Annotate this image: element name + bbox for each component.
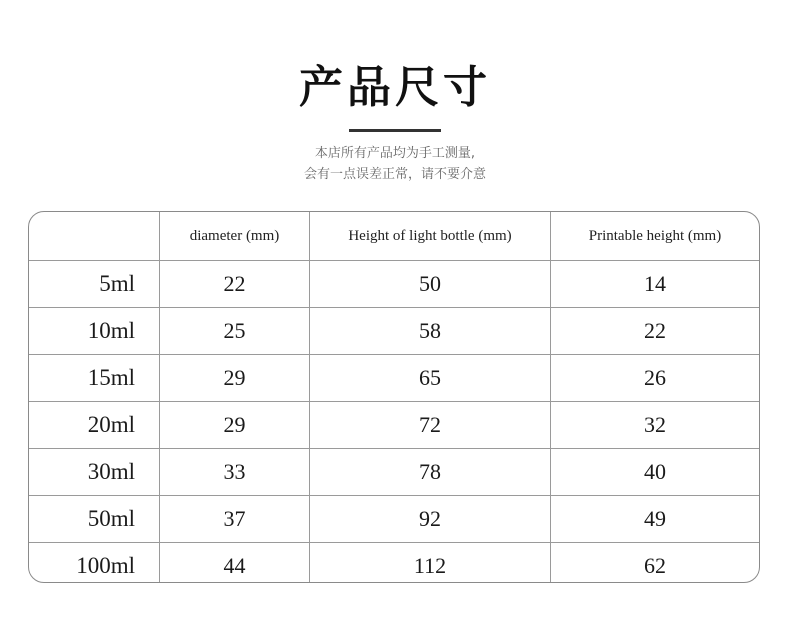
cell-bottle-height: 78 bbox=[310, 449, 551, 496]
table-row bbox=[29, 496, 759, 543]
cell-diameter: 22 bbox=[160, 261, 310, 308]
cell-size: 30ml bbox=[29, 449, 160, 496]
cell-size: 100ml bbox=[29, 543, 160, 584]
cell-bottle-height: 50 bbox=[310, 261, 551, 308]
cell-diameter: 29 bbox=[160, 355, 310, 402]
cell-printable-height: 32 bbox=[551, 402, 760, 449]
table-row bbox=[29, 308, 759, 355]
title-underline bbox=[349, 129, 441, 132]
cell-size: 5ml bbox=[29, 261, 160, 308]
page-title: 产品尺寸 bbox=[299, 62, 491, 113]
cell-bottle-height: 65 bbox=[310, 355, 551, 402]
cell-printable-height: 14 bbox=[551, 261, 760, 308]
table-row bbox=[29, 449, 759, 496]
cell-size: 15ml bbox=[29, 355, 160, 402]
cell-diameter: 29 bbox=[160, 402, 310, 449]
subtitle-line-2: 会有一点误差正常，请不要介意 bbox=[303, 167, 486, 182]
cell-diameter: 33 bbox=[160, 449, 310, 496]
subtitle-line-1: 本店所有产品均为手工测量, bbox=[314, 146, 476, 161]
size-table bbox=[28, 211, 760, 583]
table-row bbox=[29, 543, 759, 584]
cell-size: 50ml bbox=[29, 496, 160, 543]
cell-printable-height: 62 bbox=[644, 553, 666, 578]
cell-printable-height: 26 bbox=[551, 355, 760, 402]
table-header-row bbox=[29, 212, 759, 261]
header-printable-height: Printable height (mm) bbox=[551, 212, 760, 261]
table-row bbox=[29, 355, 759, 402]
header-size bbox=[29, 212, 160, 261]
cell-bottle-height: 112 bbox=[310, 543, 551, 584]
cell-bottle-height: 92 bbox=[310, 496, 551, 543]
cell-diameter: 25 bbox=[160, 308, 310, 355]
cell-diameter: 44 bbox=[160, 543, 310, 584]
cell-bottle-height: 72 bbox=[310, 402, 551, 449]
cell-size: 10ml bbox=[29, 308, 160, 355]
cell-printable-height: 40 bbox=[551, 449, 760, 496]
cell-diameter: 37 bbox=[160, 496, 310, 543]
cell-printable-height: 22 bbox=[551, 308, 760, 355]
table-row bbox=[29, 402, 759, 449]
cell-printable-height: 49 bbox=[551, 496, 760, 543]
cell-size: 20ml bbox=[29, 402, 160, 449]
header-diameter: diameter (mm) bbox=[160, 212, 310, 261]
header-bottle-height: Height of light bottle (mm) bbox=[310, 212, 551, 261]
table-row bbox=[29, 261, 759, 308]
cell-bottle-height: 58 bbox=[310, 308, 551, 355]
